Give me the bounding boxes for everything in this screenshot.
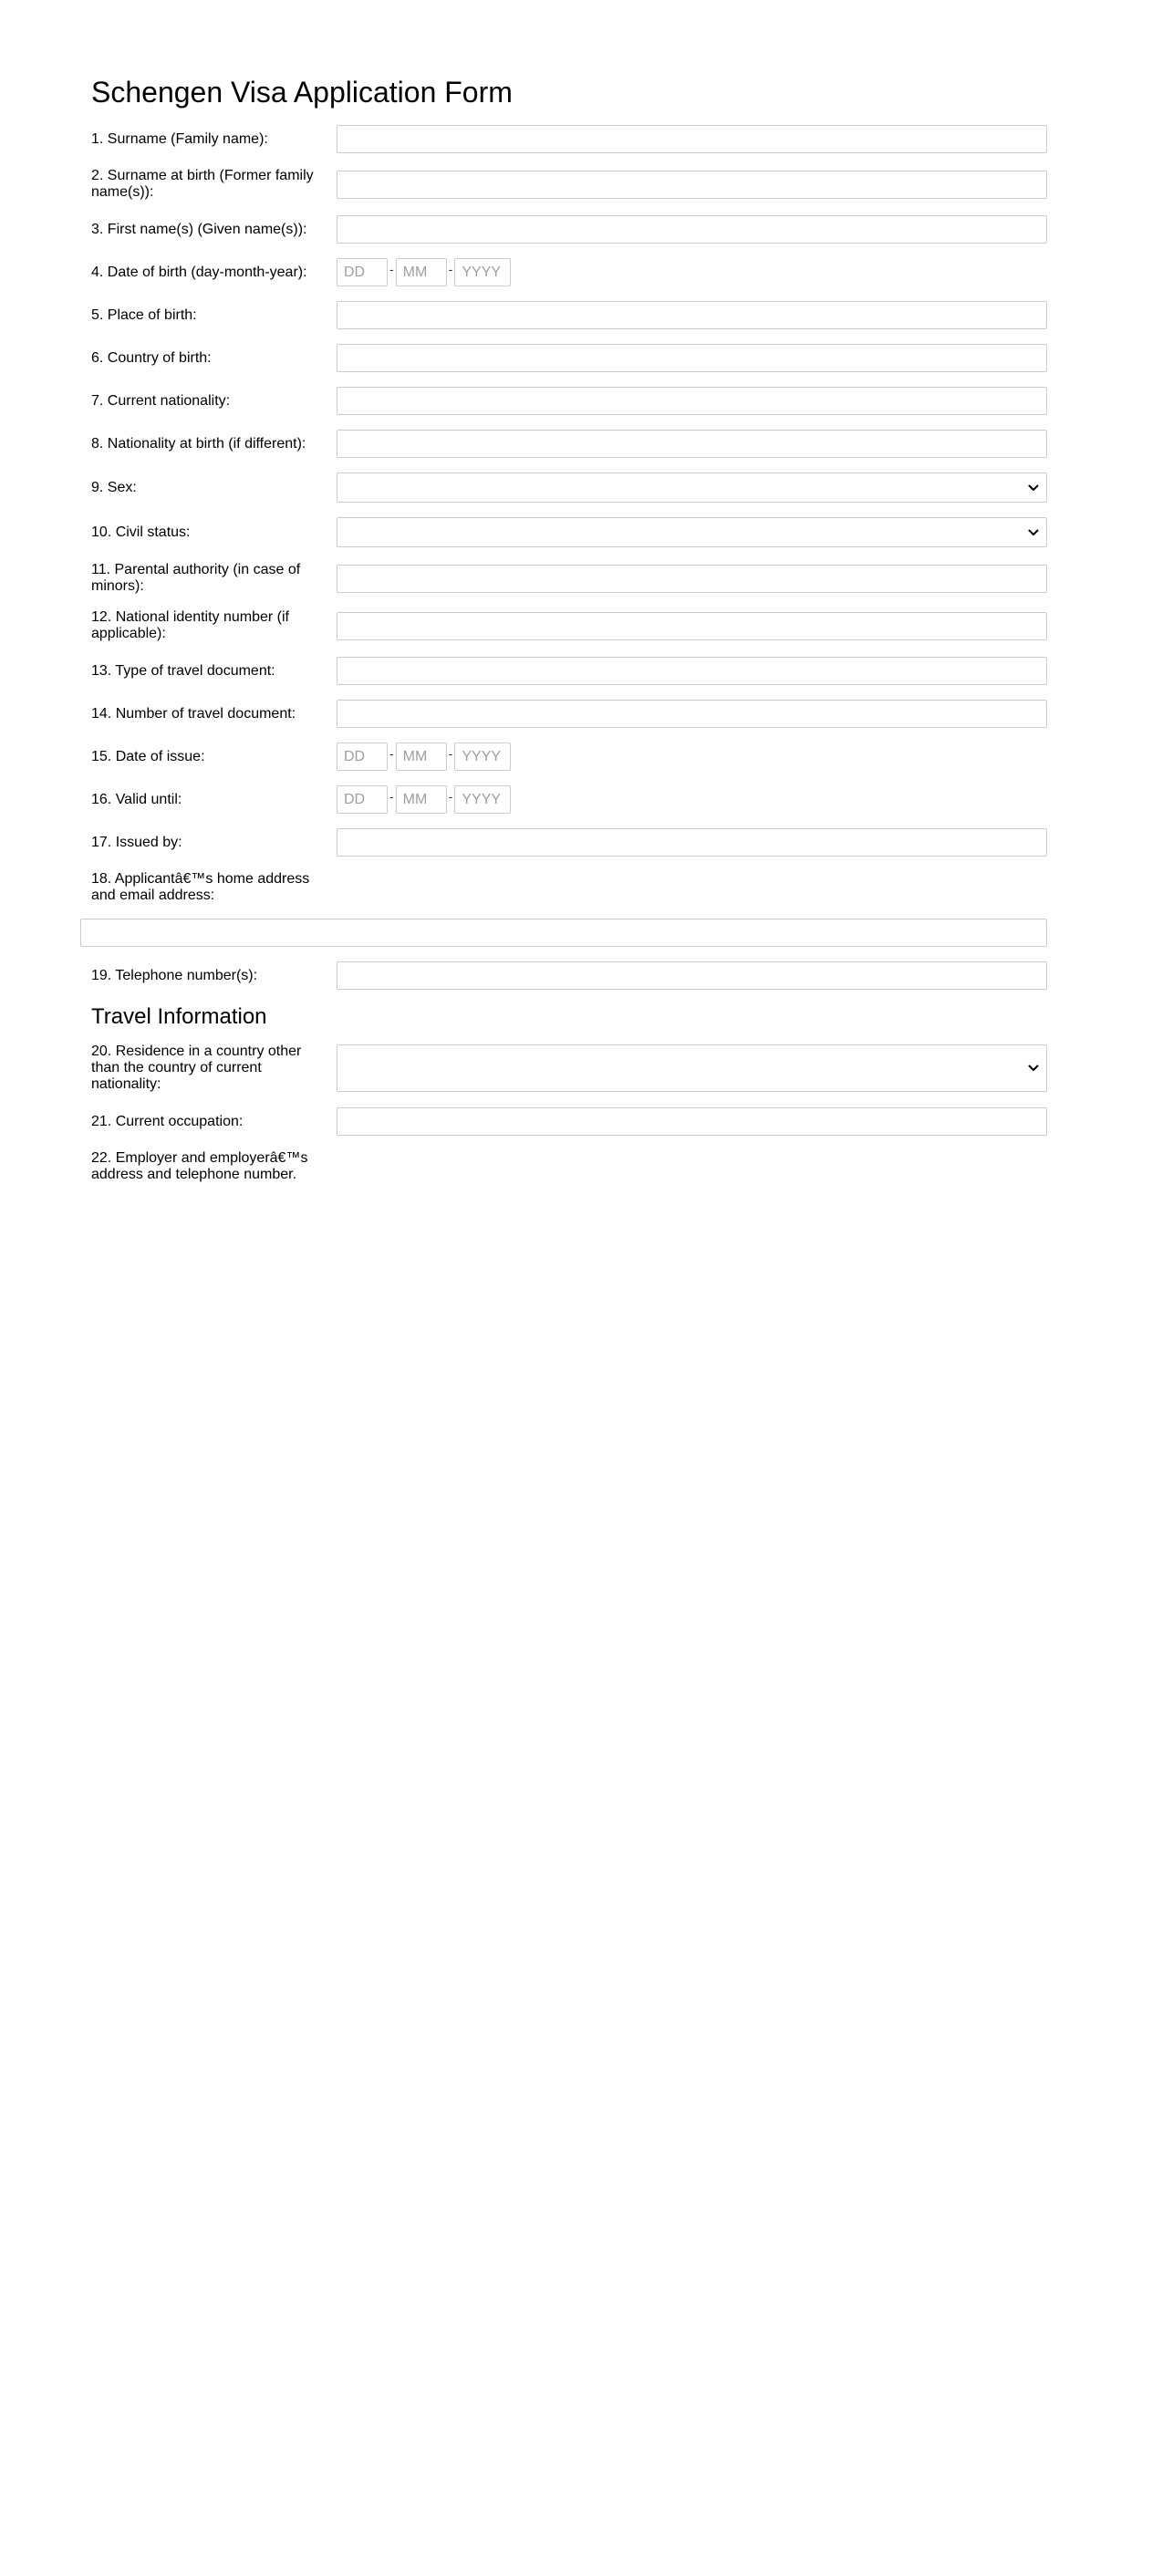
field-row-national-id (80, 609, 1047, 642)
date-separator: - (389, 788, 394, 804)
field-7-label: 7. Current nationality: (91, 392, 231, 409)
parental-authority-input[interactable] (337, 565, 1047, 593)
field-13-label: 13. Type of travel document: (91, 662, 275, 679)
valid-until-date-group (337, 785, 511, 814)
telephone-input[interactable] (337, 961, 1047, 990)
field-row-residence-other-country (80, 1044, 1047, 1093)
travel-document-type-input[interactable] (337, 657, 1047, 685)
field-row-issued-by (80, 828, 1047, 857)
field-14-label: 14. Number of travel document: (91, 705, 296, 722)
field-row-country-of-birth (80, 344, 1047, 372)
page-title: Schengen Visa Application Form (91, 76, 513, 109)
home-address-input[interactable] (80, 919, 1047, 947)
field-row-occupation (80, 1107, 1047, 1136)
date-separator: - (389, 745, 394, 761)
field-17-label: 17. Issued by: (91, 834, 182, 850)
field-row-date-of-issue (80, 743, 1047, 771)
field-row-travel-document-number (80, 700, 1047, 728)
place-of-birth-input[interactable] (337, 301, 1047, 329)
residence-other-country-select[interactable] (337, 1044, 1047, 1092)
date-separator: - (448, 788, 453, 804)
date-separator: - (389, 261, 394, 276)
field-22-label: 22. Employer and employerâ€™s address and telephone number. (91, 1150, 308, 1182)
field-row-home-address-label (80, 871, 1047, 904)
field-2-label: 2. Surname at birth (Former family name(s)): (91, 168, 314, 200)
field-11-label: 11. Parental authority (in case of minors): (91, 562, 301, 594)
issue-date-day-input[interactable] (337, 743, 388, 771)
civil-status-select[interactable] (337, 517, 1047, 547)
field-19-label: 19. Telephone number(s): (91, 967, 258, 983)
field-row-employer-label (80, 1150, 1047, 1183)
dob-month-input[interactable] (396, 258, 447, 286)
sex-select[interactable] (337, 473, 1047, 503)
date-separator: - (448, 745, 453, 761)
field-row-parental-authority (80, 562, 1047, 595)
valid-until-year-input[interactable] (454, 785, 511, 814)
field-row-surname (80, 125, 1047, 153)
field-20-label: 20. Residence in a country other than the country of current nationality: (91, 1044, 302, 1092)
field-row-place-of-birth (80, 301, 1047, 329)
field-5-label: 5. Place of birth: (91, 306, 197, 323)
valid-until-day-input[interactable] (337, 785, 388, 814)
field-row-surname-at-birth (80, 168, 1047, 201)
first-names-input[interactable] (337, 215, 1047, 244)
field-6-label: 6. Country of birth: (91, 349, 212, 366)
issue-date-group (337, 743, 511, 771)
national-id-input[interactable] (337, 612, 1047, 640)
country-of-birth-input[interactable] (337, 344, 1047, 372)
field-3-label: 3. First name(s) (Given name(s)): (91, 221, 307, 237)
field-9-label: 9. Sex: (91, 479, 137, 495)
occupation-input[interactable] (337, 1107, 1047, 1136)
field-4-label: 4. Date of birth (day-month-year): (91, 264, 307, 280)
nationality-at-birth-input[interactable] (337, 430, 1047, 458)
field-row-travel-document-type (80, 657, 1047, 685)
field-row-nationality-at-birth (80, 430, 1047, 458)
surname-at-birth-input[interactable] (337, 171, 1047, 199)
valid-until-month-input[interactable] (396, 785, 447, 814)
field-row-civil-status (80, 517, 1047, 547)
dob-date-group (337, 258, 511, 286)
date-separator: - (448, 261, 453, 276)
visa-application-form-page (0, 0, 1047, 1183)
field-1-label: 1. Surname (Family name): (91, 130, 268, 147)
field-12-label: 12. National identity number (if applicable): (91, 609, 289, 641)
field-8-label: 8. Nationality at birth (if different): (91, 435, 306, 452)
field-15-label: 15. Date of issue: (91, 748, 205, 764)
issued-by-input[interactable] (337, 828, 1047, 857)
field-10-label: 10. Civil status: (91, 524, 191, 540)
travel-information-heading: Travel Information (91, 1004, 267, 1029)
dob-year-input[interactable] (454, 258, 511, 286)
field-row-first-names (80, 215, 1047, 244)
field-row-date-of-birth (80, 258, 1047, 286)
field-row-sex (80, 473, 1047, 503)
field-row-current-nationality (80, 387, 1047, 415)
dob-day-input[interactable] (337, 258, 388, 286)
current-nationality-input[interactable] (337, 387, 1047, 415)
surname-input[interactable] (337, 125, 1047, 153)
travel-document-number-input[interactable] (337, 700, 1047, 728)
issue-date-month-input[interactable] (396, 743, 447, 771)
field-row-valid-until (80, 785, 1047, 814)
field-row-telephone (80, 961, 1047, 990)
field-18-label: 18. Applicantâ€™s home address and email address: (91, 871, 310, 903)
issue-date-year-input[interactable] (454, 743, 511, 771)
field-21-label: 21. Current occupation: (91, 1113, 244, 1129)
field-16-label: 16. Valid until: (91, 791, 182, 807)
